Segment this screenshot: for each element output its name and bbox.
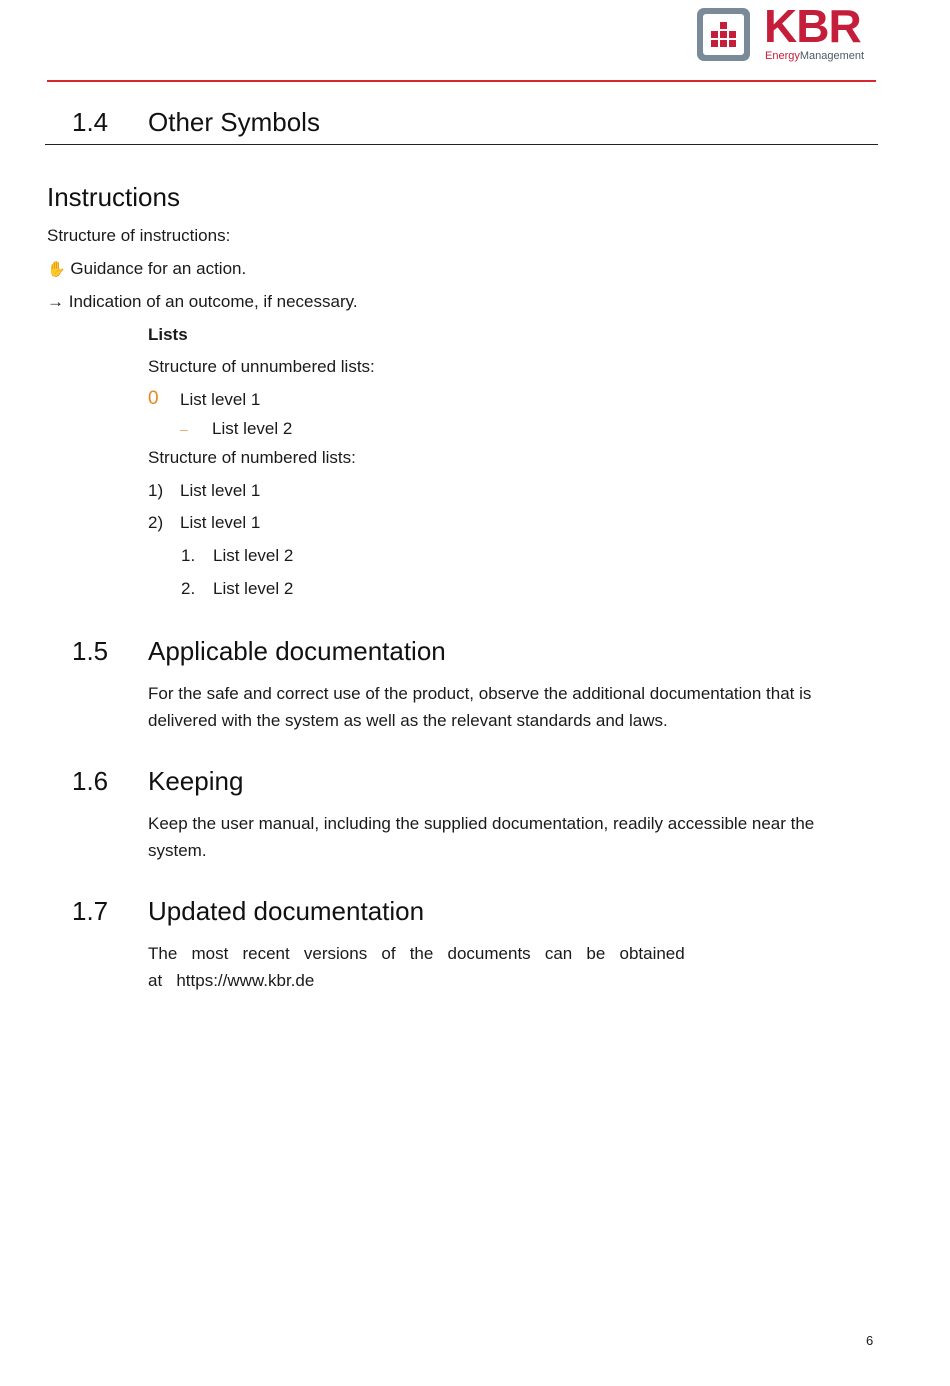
section-1-6-number: 1.6 (72, 766, 109, 796)
lists-heading: Lists (148, 325, 188, 344)
numbered-sub-marker-1: 1. (181, 546, 196, 565)
hand-icon: ✋ (47, 261, 66, 278)
section-1-6-line-2: system. (148, 841, 207, 860)
kbr-logo-icon (697, 8, 750, 61)
instructions-heading: Instructions (47, 182, 180, 212)
unnumbered-label: Structure of unnumbered lists: (148, 357, 375, 376)
section-1-5-line-1: For the safe and correct use of the product, observe the additional documentation that is (148, 684, 812, 703)
header-rule (47, 80, 876, 82)
section-1-7-link-line[interactable]: at https://www.kbr.de (148, 971, 315, 990)
instructions-structure: Structure of instructions: (47, 226, 231, 245)
bullet-level-1-text: List level 1 (180, 390, 261, 409)
logo-grid-icon (711, 22, 736, 47)
numbered-label: Structure of numbered lists: (148, 448, 356, 467)
section-1-5-number: 1.5 (72, 636, 109, 666)
numbered-item-2: List level 1 (180, 513, 261, 532)
section-1-6-line-1: Keep the user manual, including the supplied documentation, readily accessible near the (148, 814, 815, 833)
numbered-item-1: List level 1 (180, 481, 261, 500)
action-text: Guidance for an action. (70, 259, 247, 278)
section-1-6-title: Keeping (148, 766, 244, 796)
numbered-sub-item-2: List level 2 (213, 579, 294, 598)
section-1-4-number: 1.4 (72, 107, 109, 137)
section-1-5-line-2: delivered with the system as well as the relevant standards and laws. (148, 711, 668, 730)
section-1-4-title: Other Symbols (148, 107, 320, 137)
numbered-sub-marker-2: 2. (181, 579, 196, 598)
section-1-7-line-1: The most recent versions of the documents can be obtained (148, 944, 685, 963)
arrow-right-icon: → (47, 292, 64, 311)
logo-wordmark: KBR (764, 0, 861, 52)
section-divider (45, 144, 878, 145)
bullet-level-2-icon: – (180, 421, 188, 437)
bullet-level-2-text: List level 2 (212, 419, 293, 438)
numbered-marker-2: 2) (148, 513, 164, 532)
action-line (47, 258, 246, 281)
numbered-marker-1: 1) (148, 481, 164, 500)
section-1-7-number: 1.7 (72, 896, 109, 926)
page-number: 6 (866, 1333, 874, 1348)
bullet-level-1-icon: 0 (148, 388, 159, 409)
section-1-7-title: Updated documentation (148, 896, 425, 926)
section-1-5-title: Applicable documentation (148, 636, 446, 666)
logo-tagline: EnergyManagement (765, 50, 865, 62)
outcome-line (47, 291, 358, 313)
outcome-text: Indication of an outcome, if necessary. (68, 292, 358, 311)
numbered-sub-item-1: List level 2 (213, 546, 294, 565)
